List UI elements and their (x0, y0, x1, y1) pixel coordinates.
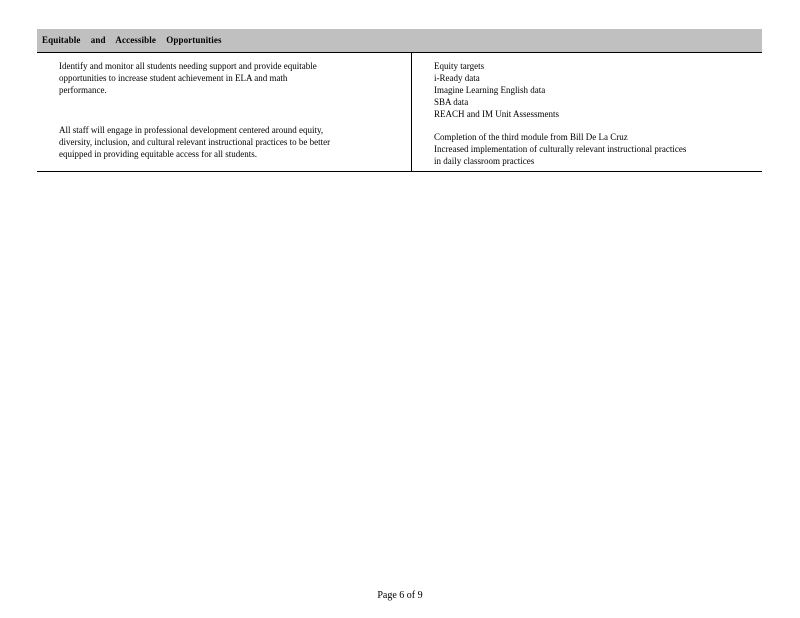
list-item (41, 124, 411, 160)
bullet-icon (416, 131, 434, 143)
list-item (416, 96, 762, 108)
strategy-group-1 (41, 60, 411, 96)
measure-text: Equity targets (434, 61, 485, 71)
measures-column (412, 53, 762, 171)
list-item (416, 108, 762, 120)
section-header: Equitable and Accessible Opportunities (37, 29, 762, 53)
bullet-icon (416, 143, 434, 167)
strategy-text: Identify and monitor all students needing support and provide equitable opportunities to increase student achievement in ELA and math performance. (59, 61, 317, 95)
page-number: Page 6 of 9 (377, 590, 423, 601)
measure-text: Imagine Learning English data (434, 85, 546, 95)
strategy-text: All staff will engage in professional development centered around equity, diversity, inclusion, and cultural relevant instructional practices to be better equipped in providing equitable access for all students. (59, 125, 331, 159)
bullet-icon (416, 84, 434, 96)
measure-group-1 (416, 60, 762, 120)
strategy-group-2 (41, 124, 411, 160)
measure-text: REACH and IM Unit Assessments (434, 109, 560, 119)
bullet-icon (416, 60, 434, 72)
bullet-icon (416, 96, 434, 108)
measure-text: Increased implementation of culturally relevant instructional practices in daily classroom practices (434, 144, 687, 166)
measure-group-2 (416, 131, 762, 167)
bullet-icon (41, 60, 59, 96)
measure-text: i-Ready data (434, 73, 480, 83)
list-item (41, 60, 411, 96)
list-item (416, 84, 762, 96)
list-item (416, 72, 762, 84)
measure-text: Completion of the third module from Bill De La Cruz (434, 132, 628, 142)
section-body (37, 53, 762, 171)
bullet-icon (416, 72, 434, 84)
strategies-column (37, 53, 412, 171)
measure-text: SBA data (434, 97, 469, 107)
bullet-icon (41, 124, 59, 160)
bullet-icon (416, 108, 434, 120)
equitable-opportunities-table (37, 29, 762, 172)
list-item (416, 143, 762, 167)
list-item (416, 60, 762, 72)
list-item (416, 131, 762, 143)
